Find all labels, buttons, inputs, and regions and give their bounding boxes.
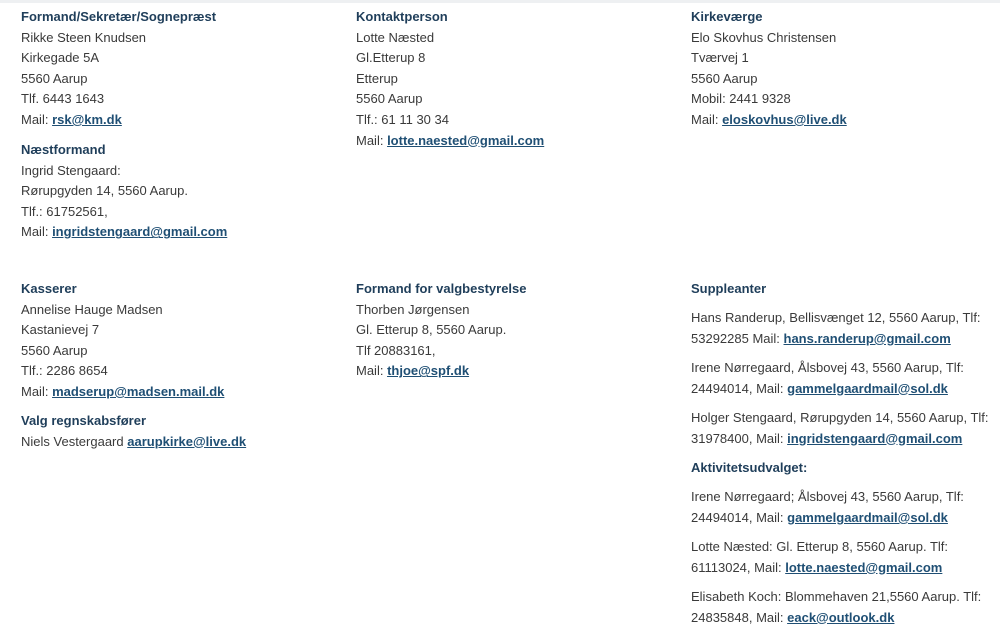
formand-phone: Tlf. 6443 1643 <box>21 91 105 107</box>
kasserer-city: 5560 Aarup <box>21 342 88 358</box>
contact-block-naestformand <box>21 140 227 243</box>
kontakt-phone: Tlf.: 61 11 30 34 <box>356 111 449 127</box>
heading-naestformand: Næstformand <box>21 142 106 157</box>
suppleant-phone: 24494014, Mail: <box>691 380 788 396</box>
contact-block-suppleanter <box>691 279 989 449</box>
valgbestyrelse-mail-line <box>356 361 527 382</box>
suppleant-address: Holger Stengaard, Rørupgyden 14, 5560 Aarup, Tlf: <box>691 410 989 426</box>
kontakt-mail-line <box>356 131 544 152</box>
kasserer-phone: Tlf.: 2286 8654 <box>21 363 108 379</box>
contact-block-valg-regnskab <box>21 411 246 452</box>
aktivitet-entry <box>691 587 981 628</box>
formand-city: 5560 Aarup <box>21 70 88 86</box>
suppleant-phone: 31978400, Mail: <box>691 430 788 446</box>
kasserer-name: Annelise Hauge Madsen <box>21 301 163 317</box>
kontakt-mail-link[interactable]: lotte.naested@gmail.com <box>387 132 545 148</box>
heading-kasserer: Kasserer <box>21 281 77 296</box>
formand-mail-line <box>21 110 216 131</box>
kontakt-name: Lotte Næsted <box>356 29 435 45</box>
suppleant-address: Hans Randerup, Bellisvænget 12, 5560 Aarup, Tlf: <box>691 310 981 326</box>
naestformand-mail-link[interactable]: ingridstengaard@gmail.com <box>52 224 228 240</box>
kasserer-mail-link[interactable]: madserup@madsen.mail.dk <box>52 383 225 399</box>
kirkevaerge-phone: Mobil: 2441 9328 <box>691 91 791 107</box>
valgbestyrelse-phone: Tlf 20883161, <box>356 342 436 358</box>
kontakt-street: Gl.Etterup 8 <box>356 50 426 66</box>
suppleant-entry <box>691 308 989 349</box>
mail-label: Mail: <box>21 224 53 240</box>
contact-block-kontaktperson <box>356 7 544 151</box>
suppleant-address: Irene Nørregaard, Ålsbovej 43, 5560 Aarup, Tlf: <box>691 360 964 376</box>
naestformand-mail-line <box>21 222 227 243</box>
suppleant-contact <box>691 429 989 450</box>
formand-street: Kirkegade 5A <box>21 50 100 66</box>
kasserer-mail-line <box>21 382 224 403</box>
aktivitet-contact <box>691 608 981 629</box>
aktivitet-contact <box>691 558 981 579</box>
naestformand-phone: Tlf.: 61752561, <box>21 203 108 219</box>
aktivitet-contact <box>691 508 981 529</box>
valg-regnskab-mail-link[interactable]: aarupkirke@live.dk <box>127 433 247 449</box>
aktivitet-phone: 24835848, Mail: <box>691 609 788 625</box>
suppleant-contact <box>691 379 989 400</box>
heading-kirkevaerge: Kirkeværge <box>691 9 763 24</box>
mail-label: Mail: <box>21 111 53 127</box>
mail-label: Mail: <box>356 132 388 148</box>
kontakt-city: 5560 Aarup <box>356 91 423 107</box>
valgbestyrelse-name: Thorben Jørgensen <box>356 301 470 317</box>
suppleant-entry <box>691 408 989 449</box>
kirkevaerge-city: 5560 Aarup <box>691 70 758 86</box>
contact-block-kasserer <box>21 279 224 403</box>
suppleant-mail-link[interactable]: ingridstengaard@gmail.com <box>787 430 963 446</box>
heading-kontaktperson: Kontaktperson <box>356 9 448 24</box>
naestformand-name: Ingrid Stengaard: <box>21 162 121 178</box>
naestformand-address: Rørupgyden 14, 5560 Aarup. <box>21 183 188 199</box>
heading-valgbestyrelse: Formand for valgbestyrelse <box>356 281 527 296</box>
mail-label: Mail: <box>356 363 388 379</box>
contact-block-formand <box>21 7 216 131</box>
valgbestyrelse-mail-link[interactable]: thjoe@spf.dk <box>387 363 470 379</box>
top-divider <box>0 0 1000 3</box>
aktivitet-address: Lotte Næsted: Gl. Etterup 8, 5560 Aarup. Tlf: <box>691 539 949 555</box>
kontakt-town: Etterup <box>356 70 398 86</box>
aktivitet-mail-link[interactable]: gammelgaardmail@sol.dk <box>787 509 948 525</box>
contact-block-kirkevaerge <box>691 7 847 131</box>
aktivitet-mail-link[interactable]: eack@outlook.dk <box>787 609 895 625</box>
heading-formand: Formand/Sekretær/Sognepræst <box>21 9 217 24</box>
kirkevaerge-mail-line <box>691 110 847 131</box>
suppleant-entry <box>691 358 989 399</box>
kasserer-street: Kastanievej 7 <box>21 322 100 338</box>
suppleant-mail-link[interactable]: gammelgaardmail@sol.dk <box>787 380 948 396</box>
aktivitet-address: Elisabeth Koch: Blommehaven 21,5560 Aarup. Tlf: <box>691 589 982 605</box>
mail-label: Mail: <box>21 383 53 399</box>
valg-regnskab-line <box>21 432 246 453</box>
heading-aktivitetsudvalget: Aktivitetsudvalget: <box>691 460 808 475</box>
mail-label: Mail: <box>691 111 723 127</box>
suppleant-contact <box>691 329 989 350</box>
formand-mail-link[interactable]: rsk@km.dk <box>52 111 122 127</box>
aktivitet-entry <box>691 537 981 578</box>
aktivitet-phone: 24494014, Mail: <box>691 509 788 525</box>
valg-regnskab-name: Niels Vestergaard <box>21 433 128 449</box>
contact-block-aktivitetsudvalget <box>691 458 981 628</box>
contact-block-valgbestyrelse <box>356 279 527 382</box>
aktivitet-entry <box>691 487 981 528</box>
kirkevaerge-street: Tværvej 1 <box>691 50 749 66</box>
valgbestyrelse-address: Gl. Etterup 8, 5560 Aarup. <box>356 322 507 338</box>
suppleant-mail-link[interactable]: hans.randerup@gmail.com <box>783 330 951 346</box>
aktivitet-mail-link[interactable]: lotte.naested@gmail.com <box>785 559 943 575</box>
formand-name: Rikke Steen Knudsen <box>21 29 147 45</box>
kirkevaerge-name: Elo Skovhus Christensen <box>691 29 837 45</box>
kirkevaerge-mail-link[interactable]: eloskovhus@live.dk <box>722 111 847 127</box>
heading-valg-regnskab: Valg regnskabsfører <box>21 413 146 428</box>
suppleant-phone: 53292285 Mail: <box>691 330 784 346</box>
heading-suppleanter: Suppleanter <box>691 281 767 296</box>
aktivitet-address: Irene Nørregaard; Ålsbovej 43, 5560 Aarup, Tlf: <box>691 489 964 505</box>
aktivitet-phone: 61113024, Mail: <box>691 559 786 575</box>
